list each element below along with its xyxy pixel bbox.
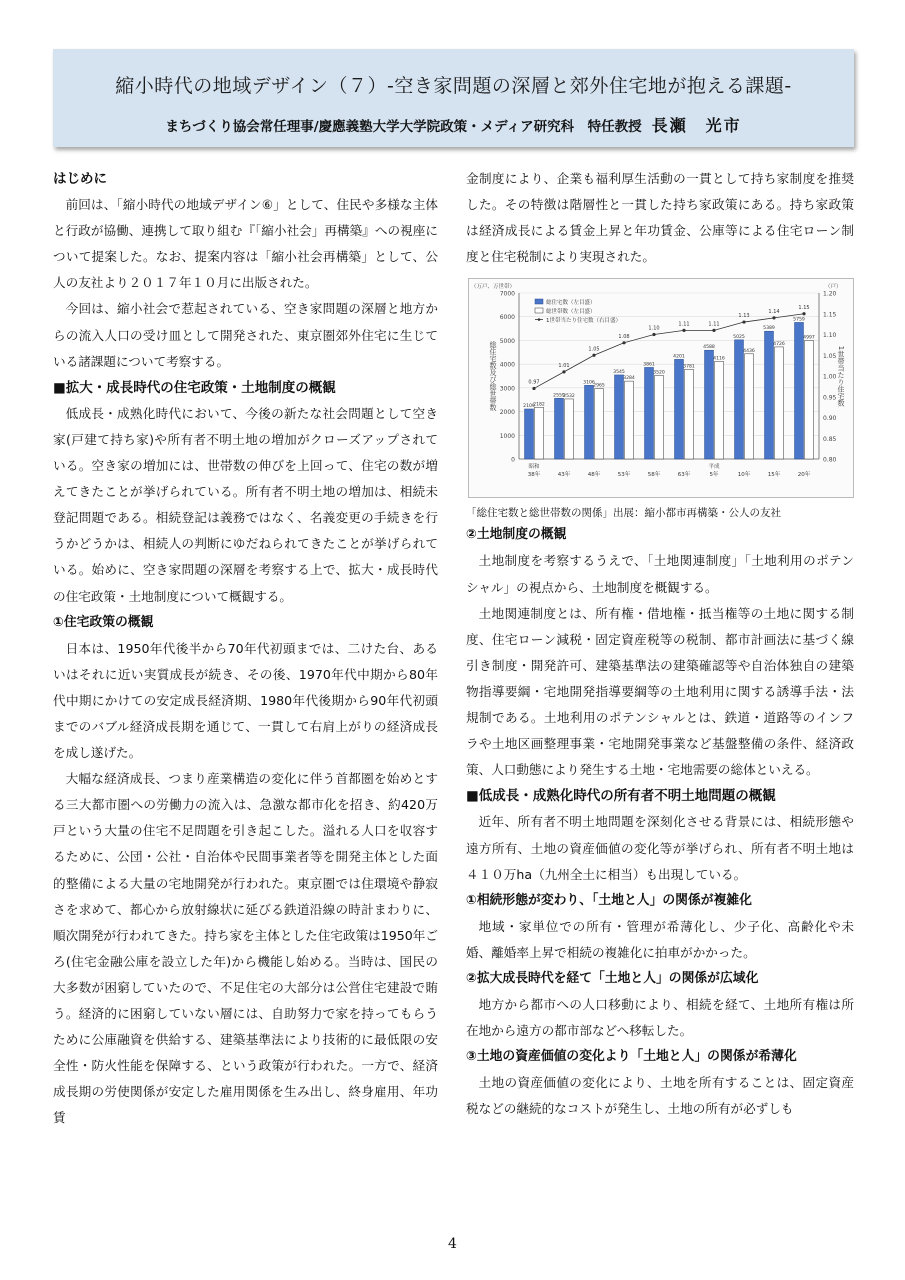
line-value-label: 1.11 bbox=[708, 321, 720, 328]
bar-total-households bbox=[565, 399, 574, 459]
y-tick-label: 5000 bbox=[499, 338, 515, 346]
bar-total-housing bbox=[555, 399, 564, 460]
bar-total-households bbox=[595, 389, 604, 459]
article-title: 縮小時代の地域デザイン（７）-空き家問題の深層と郊外住宅地が抱える課題- bbox=[115, 75, 792, 97]
y2-tick-label: 0.90 bbox=[823, 415, 837, 423]
bar-total-housing bbox=[705, 351, 714, 460]
y2-tick-label: 1.20 bbox=[823, 290, 837, 298]
bar-value-label: 2532 bbox=[563, 394, 575, 400]
bar-total-housing bbox=[795, 323, 804, 460]
line-point bbox=[772, 317, 775, 320]
legend-label: 総世帯数（左目盛） bbox=[546, 309, 596, 316]
line-point bbox=[802, 313, 805, 316]
bar-total-housing bbox=[585, 386, 594, 460]
housing-chart bbox=[468, 278, 854, 498]
heading-intro: はじめに bbox=[53, 171, 107, 187]
line-value-label: 1.14 bbox=[768, 309, 780, 316]
legend-swatch bbox=[538, 319, 541, 322]
x-tick-label: 20年 bbox=[797, 472, 811, 479]
legend-label: 総住宅数（左目盛） bbox=[546, 300, 596, 307]
bar-value-label: 5025 bbox=[733, 335, 745, 341]
bar-value-label: 4726 bbox=[773, 342, 785, 348]
paragraph: 地域・家単位での所有・管理が希薄化し、少子化、高齢化や未婚、離婚率上昇で相続の複雑化に拍車がかかった。 bbox=[466, 918, 854, 960]
bar-value-label: 4997 bbox=[803, 335, 815, 341]
line-point bbox=[622, 342, 625, 345]
y-tick-label: 4000 bbox=[499, 362, 515, 370]
x-tick-label: 平成 bbox=[708, 464, 720, 471]
x-tick-label: 15年 bbox=[767, 472, 781, 479]
y2-tick-label: 0.95 bbox=[823, 394, 837, 402]
line-value-label: 1.11 bbox=[678, 321, 690, 328]
bar-value-label: 4116 bbox=[713, 356, 725, 362]
bar-value-label: 2109 bbox=[523, 404, 535, 410]
y-tick-label: 1000 bbox=[499, 433, 515, 441]
section-heading: ■拡大・成長時代の住宅政策・土地制度の概観 bbox=[53, 379, 336, 396]
y2-tick-label: 1.05 bbox=[823, 353, 837, 361]
bar-total-households bbox=[625, 381, 634, 459]
bar-value-label: 5389 bbox=[763, 326, 775, 332]
bar-value-label: 2965 bbox=[593, 384, 605, 390]
subsection-heading: ③土地の資産価値の変化より「土地と人」の関係が希薄化 bbox=[466, 1049, 797, 1065]
bar-total-households bbox=[655, 376, 664, 459]
bar-total-households bbox=[745, 354, 754, 459]
x-tick-label: 昭和 bbox=[528, 464, 540, 471]
paragraph: 近年、所有者不明土地問題を深刻化させる背景には、相続形態や遠方所有、土地の資産価値の変化等が挙げられ、所有者不明土地は４１０万ha（九州全土に相当）も出現している。 bbox=[466, 814, 854, 882]
bar-total-housing bbox=[615, 375, 624, 459]
x-tick-label: 58年 bbox=[647, 472, 661, 479]
bar-total-housing bbox=[525, 409, 534, 459]
y-axis-label: 総住宅数及び総世帯数 bbox=[489, 341, 497, 412]
bar-value-label: 3106 bbox=[583, 380, 595, 386]
y-tick-label: 7000 bbox=[499, 290, 515, 298]
bar-value-label: 4588 bbox=[703, 345, 715, 351]
bar-value-label: 2182 bbox=[533, 402, 545, 408]
author-line bbox=[53, 113, 854, 136]
right-column bbox=[466, 166, 854, 1123]
y2-tick-label: 0.80 bbox=[823, 456, 837, 464]
paragraph: 金制度により、企業も福利厚生活動の一貫として持ち家制度を推奨した。その特徴は階層性と一貫した持ち家政策にある。持ち家政策は経済成長による賃金上昇と年功賃金、公庫等による住宅ローン制度と住宅税制により実現された。 bbox=[466, 171, 854, 265]
bar-value-label: 3781 bbox=[683, 364, 695, 370]
x-tick-label: 43年 bbox=[557, 472, 571, 479]
bar-total-housing bbox=[735, 340, 744, 459]
bar-total-households bbox=[805, 341, 814, 460]
subsection-heading: ①住宅政策の概観 bbox=[53, 614, 154, 630]
bar-total-households bbox=[715, 362, 724, 460]
bar-total-households bbox=[535, 408, 544, 460]
bar-total-housing bbox=[675, 360, 684, 460]
paragraph: 低成長・成熟化時代において、今後の新たな社会問題として空き家(戸建て持ち家)や所有者不明土地の増加がクローズアップされている。空き家の増加には、世帯数の伸びを上回って、住宅の数が増えてきたことが挙げられている。所有者不明土地の増加は、相続未登記問題である。相続登記は義務ではなく、名義変更の手続きを行うかどうかは、相続人の判断にゆだねられてきたことが挙げられている。始めに、空き家問題の深層を考察する上で、拡大・成長時代の住宅政策・土地制度について概観する。 bbox=[53, 405, 438, 604]
y2-axis-label: 1世帯当たり住宅数 bbox=[837, 346, 845, 407]
line-housing-per-household bbox=[534, 314, 804, 389]
subsection-heading: ②土地制度の概観 bbox=[466, 527, 567, 543]
bar-total-housing bbox=[765, 332, 774, 460]
line-point bbox=[712, 329, 715, 332]
chart-svg bbox=[469, 279, 853, 497]
x-tick-label: 10年 bbox=[737, 472, 751, 479]
y2-tick-label: 1.15 bbox=[823, 311, 837, 319]
line-value-label: 0.97 bbox=[528, 379, 540, 386]
bar-value-label: 3861 bbox=[643, 362, 655, 368]
y-tick-label: 0 bbox=[511, 456, 515, 464]
bar-value-label: 5759 bbox=[793, 317, 805, 323]
y-tick-label: 2000 bbox=[499, 409, 515, 417]
y-tick-label: 3000 bbox=[499, 385, 515, 393]
author-name: 長瀬 光市 bbox=[651, 116, 742, 135]
legend-swatch bbox=[535, 299, 543, 304]
paragraph: 大幅な経済成長、つまり産業構造の変化に伴う首都圏を始めとする三大都市圏への労働力の流入は、急激な都市化を招き、約420万戸という大量の住宅不足問題を引き起こした。溢れる人口を収容するために、公団・公社・自治体や民間事業者等を開発主体とした面的整備による大量の宅地開発が行われた。東京圏では住環境や静寂さを求めて、都心から放射線状に延びる鉄道沿線の時計まわりに、順次開発が行われてきた。持ち家を主体とした住宅政策は1950年ごろ(住宅金融公庫を設立した年)から機能し始める。当時は、国民の大多数が困窮していたので、不足住宅の大部分は公営住宅建設で賄う。経済的に困窮していない層には、自助努力で家を持ってもらうために公庫融資を供給する、建築基準法により技術的に最低限の安全性・防火性能を保障する、という政策が行われた。一方で、経済成長期の労使関係が安定した雇用関係を生み出し、終身雇用、年功賃 bbox=[53, 771, 438, 1126]
x-tick-label: 53年 bbox=[617, 472, 631, 479]
legend-swatch bbox=[535, 308, 543, 313]
left-column bbox=[53, 166, 438, 1131]
x-tick-label: 63年 bbox=[677, 472, 691, 479]
x-tick-label: 38年 bbox=[527, 472, 541, 479]
line-value-label: 1.01 bbox=[558, 363, 570, 370]
author-affiliation: まちづくり協会常任理事/慶應義塾大学大学院政策・メディア研究科 特任教授 bbox=[165, 119, 642, 135]
paragraph: 土地関連制度とは、所有権・借地権・抵当権等の土地に関する制度、住宅ローン減税・固定資産税等の税制、都市計画法に基づく線引き制度・開発許可、建築基準法の建築確認等や自治体独自の建築物指導要綱・宅地開発指導要綱等の土地利用に関する誘導手法・法規制である。土地利用のポテンシャルとは、鉄道・道路等のインフラや土地区画整理事業・宅地開発事業など基盤整備の条件、経済政策、人口動態により発生する土地・宅地需要の総体といえる。 bbox=[466, 605, 854, 778]
legend-label: 1世帯当たり住宅数（右目盛） bbox=[546, 318, 622, 325]
bar-value-label: 2559 bbox=[553, 393, 565, 399]
line-value-label: 1.15 bbox=[798, 305, 810, 312]
y-tick-label: 6000 bbox=[499, 314, 515, 322]
bar-value-label: 4436 bbox=[743, 349, 755, 355]
line-point bbox=[532, 387, 535, 390]
page-number: 4 bbox=[448, 1236, 457, 1252]
paragraph: 土地の資産価値の変化により、土地を所有することは、固定資産税などの継続的なコストが発生し、土地の所有が必ずしも bbox=[466, 1075, 854, 1117]
y2-unit-label: （戸） bbox=[825, 284, 842, 291]
section-heading: ■低成長・成熟化時代の所有者不明土地問題の概観 bbox=[466, 788, 776, 805]
bar-value-label: 4201 bbox=[673, 354, 685, 360]
y2-tick-label: 0.85 bbox=[823, 436, 837, 444]
subsection-heading: ①相続形態が変わり、「土地と人」の関係が複雑化 bbox=[466, 892, 752, 908]
article-header bbox=[53, 49, 854, 147]
line-point bbox=[742, 321, 745, 324]
x-tick-label: 5年 bbox=[709, 472, 719, 479]
line-point bbox=[592, 354, 595, 357]
subsection-heading: ②拡大成長時代を経て「土地と人」の関係が広域化 bbox=[466, 970, 759, 986]
bar-value-label: 3545 bbox=[613, 370, 625, 376]
paragraph: 日本は、1950年代後半から70年代初頭までは、二けた台、あるいはそれに近い実質成長が続き、その後、1970年代中期から80年代中期にかけての安定成長経済期、1980年代後期から90年代初頭までのバブル経済成長期を通じて、一貫して右肩上がりの経済成長を成し遂げた。 bbox=[53, 640, 438, 761]
y2-tick-label: 1.10 bbox=[823, 332, 837, 340]
y2-tick-label: 1.00 bbox=[823, 373, 837, 381]
y-unit-label: （万戸、万世帯） bbox=[471, 284, 516, 291]
bar-total-housing bbox=[645, 368, 654, 460]
bar-total-households bbox=[685, 370, 694, 460]
figure-caption: 「総住宅数と総世帯数の関係」出展：縮小都市再構築・公人の友社 bbox=[466, 507, 781, 520]
bar-value-label: 3520 bbox=[653, 370, 665, 376]
bar-total-households bbox=[775, 347, 784, 459]
line-point bbox=[682, 329, 685, 332]
paragraph: 前回は、「縮小時代の地域デザイン⑥」として、住民や多様な主体と行政が協働、連携して取り組む『「縮小社会」再構築』への視座について提案した。なお、提案内容は「縮小社会再構築」として、公人の友社より２０１７年１０月に出版された。 bbox=[53, 197, 438, 291]
line-value-label: 1.10 bbox=[648, 325, 660, 332]
paragraph: 今回は、縮小社会で惹起されている、空き家問題の深層と地方からの流入人口の受け皿として開発された、東京圏郊外住宅に生じている諸課題について考察する。 bbox=[53, 301, 438, 369]
bar-value-label: 3284 bbox=[623, 376, 635, 382]
line-value-label: 1.13 bbox=[738, 313, 750, 320]
line-value-label: 1.08 bbox=[618, 334, 630, 341]
paragraph: 土地制度を考察するうえで、「土地関連制度」「土地利用のポテンシャル」の視点から、土地制度を概観する。 bbox=[466, 553, 854, 595]
line-value-label: 1.05 bbox=[588, 346, 600, 353]
paragraph: 地方から都市への人口移動により、相続を経て、土地所有権は所在地から遠方の都市部などへ移転した。 bbox=[466, 997, 854, 1039]
line-point bbox=[652, 333, 655, 336]
x-tick-label: 48年 bbox=[587, 472, 601, 479]
line-point bbox=[562, 371, 565, 374]
